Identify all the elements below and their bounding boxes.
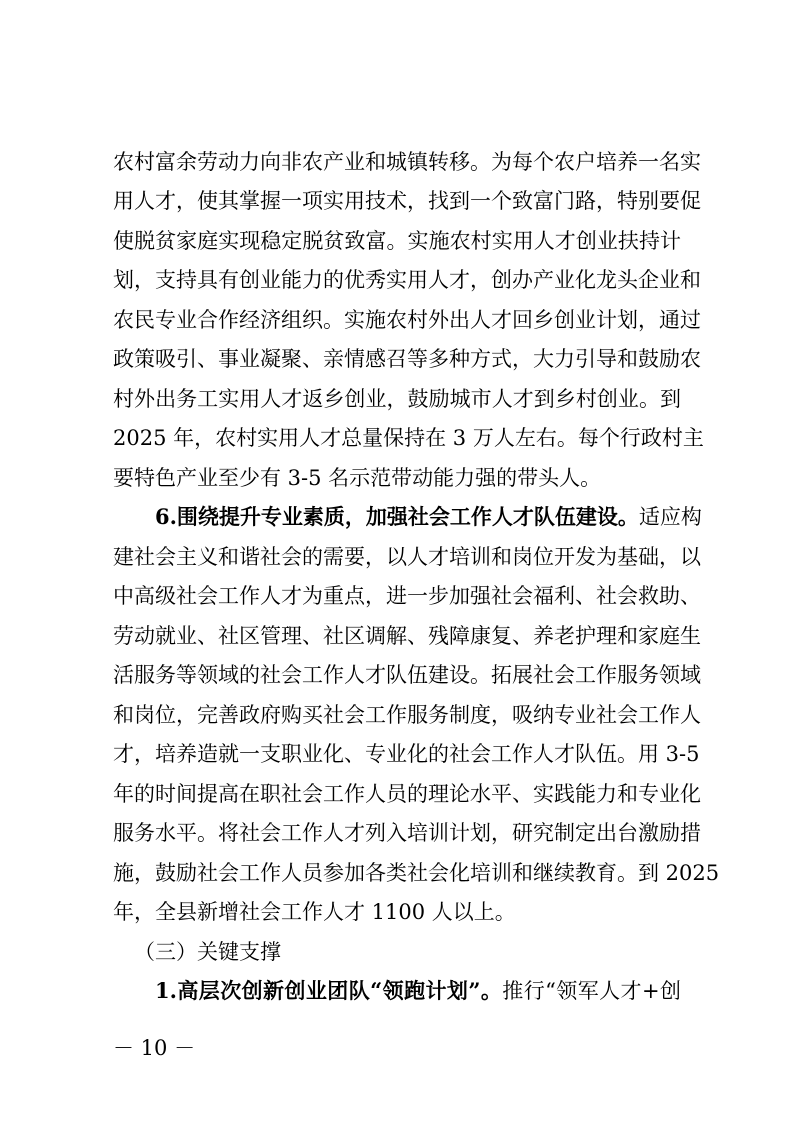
section-title: （三）关键支撑 [134, 940, 281, 964]
text-line: 建社会主义和谐社会的需要，以人才培训和岗位开发为基础，以 [113, 545, 701, 569]
text-line: 和岗位，完善政府购买社会工作服务制度，吸纳专业社会工作人 [113, 703, 701, 727]
section-6-heading: 6.围绕提升专业素质，加强社会工作人才队伍建设。 [155, 504, 639, 529]
text-line: 施，鼓励社会工作人员参加各类社会化培训和继续教育。到 2025 [113, 861, 720, 885]
text-line: 服务水平。将社会工作人才列入培训计划，研究制定出台激励措 [113, 821, 701, 845]
text-line: 要特色产业至少有 3-5 名示范带动能力强的带头人。 [113, 466, 602, 490]
text-line: 2025 年，农村实用人才总量保持在 3 万人左右。每个行政村主 [113, 426, 704, 450]
section-6-first-line [155, 504, 702, 529]
text-line: 劳动就业、社区管理、社区调解、残障康复、养老护理和家庭生 [113, 624, 701, 648]
text-line: 年的时间提高在职社会工作人员的理论水平、实践能力和专业化 [113, 782, 701, 806]
text-line: 活服务等领域的社会工作人才队伍建设。拓展社会工作服务领域 [113, 663, 701, 687]
text-line: 村外出务工实用人才返乡创业，鼓励城市人才到乡村创业。到 [113, 387, 681, 411]
item-1-rest: 推行“领军人才+创 [502, 979, 681, 1003]
text-line: 使脱贫家庭实现稳定脱贫致富。实施农村实用人才创业扶持计 [113, 229, 681, 253]
text-line: 划，支持具有创业能力的优秀实用人才，创办产业化龙头企业和 [113, 268, 701, 292]
page-number: － 10 － [113, 1036, 196, 1060]
text-line: 中高级社会工作人才为重点，进一步加强社会福利、社会救助、 [113, 584, 701, 608]
text-line: 政策吸引、事业凝聚、亲情感召等多种方式，大力引导和鼓励农 [113, 347, 701, 371]
text-line: 农民专业合作经济组织。实施农村外出人才回乡创业计划，通过 [113, 308, 701, 332]
text-line: 用人才，使其掌握一项实用技术，找到一个致富门路，特别要促 [113, 189, 701, 213]
text-line: 才，培养造就一支职业化、专业化的社会工作人才队伍。用 3-5 [113, 742, 700, 766]
section-6-first-line-rest: 适应构 [638, 505, 702, 529]
text-line: 年，全县新增社会工作人才 1100 人以上。 [113, 900, 516, 924]
item-1-line [155, 979, 681, 1003]
text-line: 农村富余劳动力向非农产业和城镇转移。为每个农户培养一名实 [113, 150, 701, 174]
item-1-heading: 1.高层次创新创业团队“领跑计划”。 [155, 978, 503, 1003]
